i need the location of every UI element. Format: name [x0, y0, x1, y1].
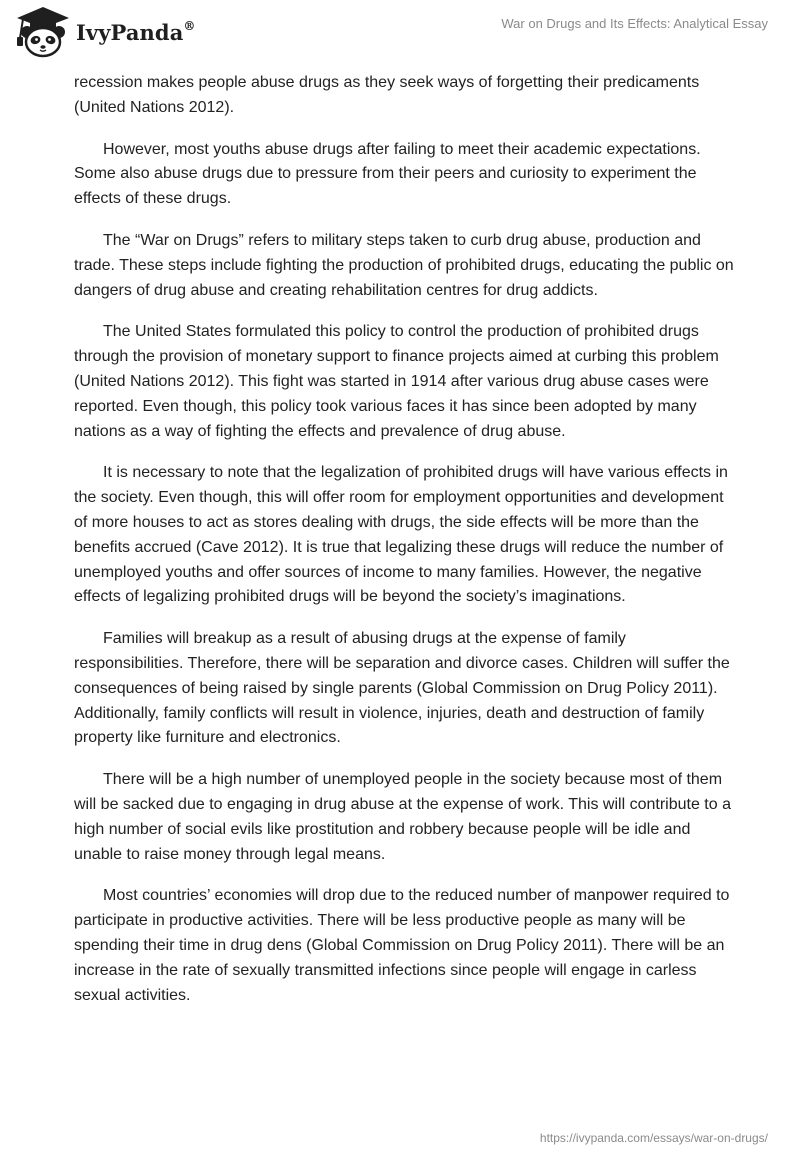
source-url[interactable]: https://ivypanda.com/essays/war-on-drugs/	[539, 1131, 768, 1145]
ivypanda-logo[interactable]	[14, 6, 196, 58]
essay-paragraph: It is necessary to note that the legalization of prohibited drugs will have various effects in the society. Even though, this will offer room for employment opportunities and development of more houses to act as stores dealing with drugs, the side effects will be more than the benefits accrued (Cave 2012). It is true that legalizing these drugs will reduce the number of unemployed youths and offer sources of income to many families. However, the negative effects of legalizing prohibited drugs will be beyond the society’s imaginations.	[74, 464, 728, 606]
panda-graduation-cap-icon	[14, 6, 72, 58]
essay-paragraph: The “War on Drugs” refers to military steps taken to curb drug abuse, production and trade. These steps include fighting the production of prohibited drugs, educating the public on dangers of drug abuse and creating rehabilitation centres for drug addicts.	[74, 231, 734, 299]
essay-paragraph: However, most youths abuse drugs after failing to meet their academic expectations. Some also abuse drugs due to pressure from their peers and curiosity to experiment the effects of these drugs.	[74, 140, 701, 208]
essay-paragraph: recession makes people abuse drugs as they seek ways of forgetting their predicaments (United Nations 2012).	[74, 74, 700, 116]
essay-paragraph: Most countries’ economies will drop due to the reduced number of manpower required to participate in productive activities. There will be less productive people as many will be spending their time in drug dens (Global Commission on Drug Policy 2011). There will be an increase in the rate of sexually transmitted infections since people will engage in carless sexual activities.	[74, 887, 730, 1004]
essay-paragraph: There will be a high number of unemployed people in the society because most of them will be sacked due to engaging in drug abuse at the expense of work. This will contribute to a high number of social evils like prostitution and robbery because people will be idle and unable to raise money through legal means.	[74, 771, 731, 863]
essay-paragraph: Families will breakup as a result of abusing drugs at the expense of family responsibilities. Therefore, there will be separation and divorce cases. Children will suffer the consequences of being raised by single parents (Global Commission on Drug Policy 2011). Additionally, family conflicts will result in violence, injuries, death and destruction of family property like furniture and electronics.	[74, 630, 730, 747]
document-title: War on Drugs and Its Effects: Analytical Essay	[501, 16, 768, 31]
essay-body	[74, 71, 734, 1025]
page-header	[0, 0, 800, 70]
brand-name: IvyPanda®	[76, 18, 196, 45]
essay-paragraph: The United States formulated this policy to control the production of prohibited drugs through the provision of monetary support to finance projects aimed at curbing this problem (United Nations 2012). This fight was started in 1914 after various drug abuse cases were reported. Even though, this policy took various faces it has since been adopted by many nations as a way of fighting the effects and prevalence of drug abuse.	[74, 323, 719, 440]
